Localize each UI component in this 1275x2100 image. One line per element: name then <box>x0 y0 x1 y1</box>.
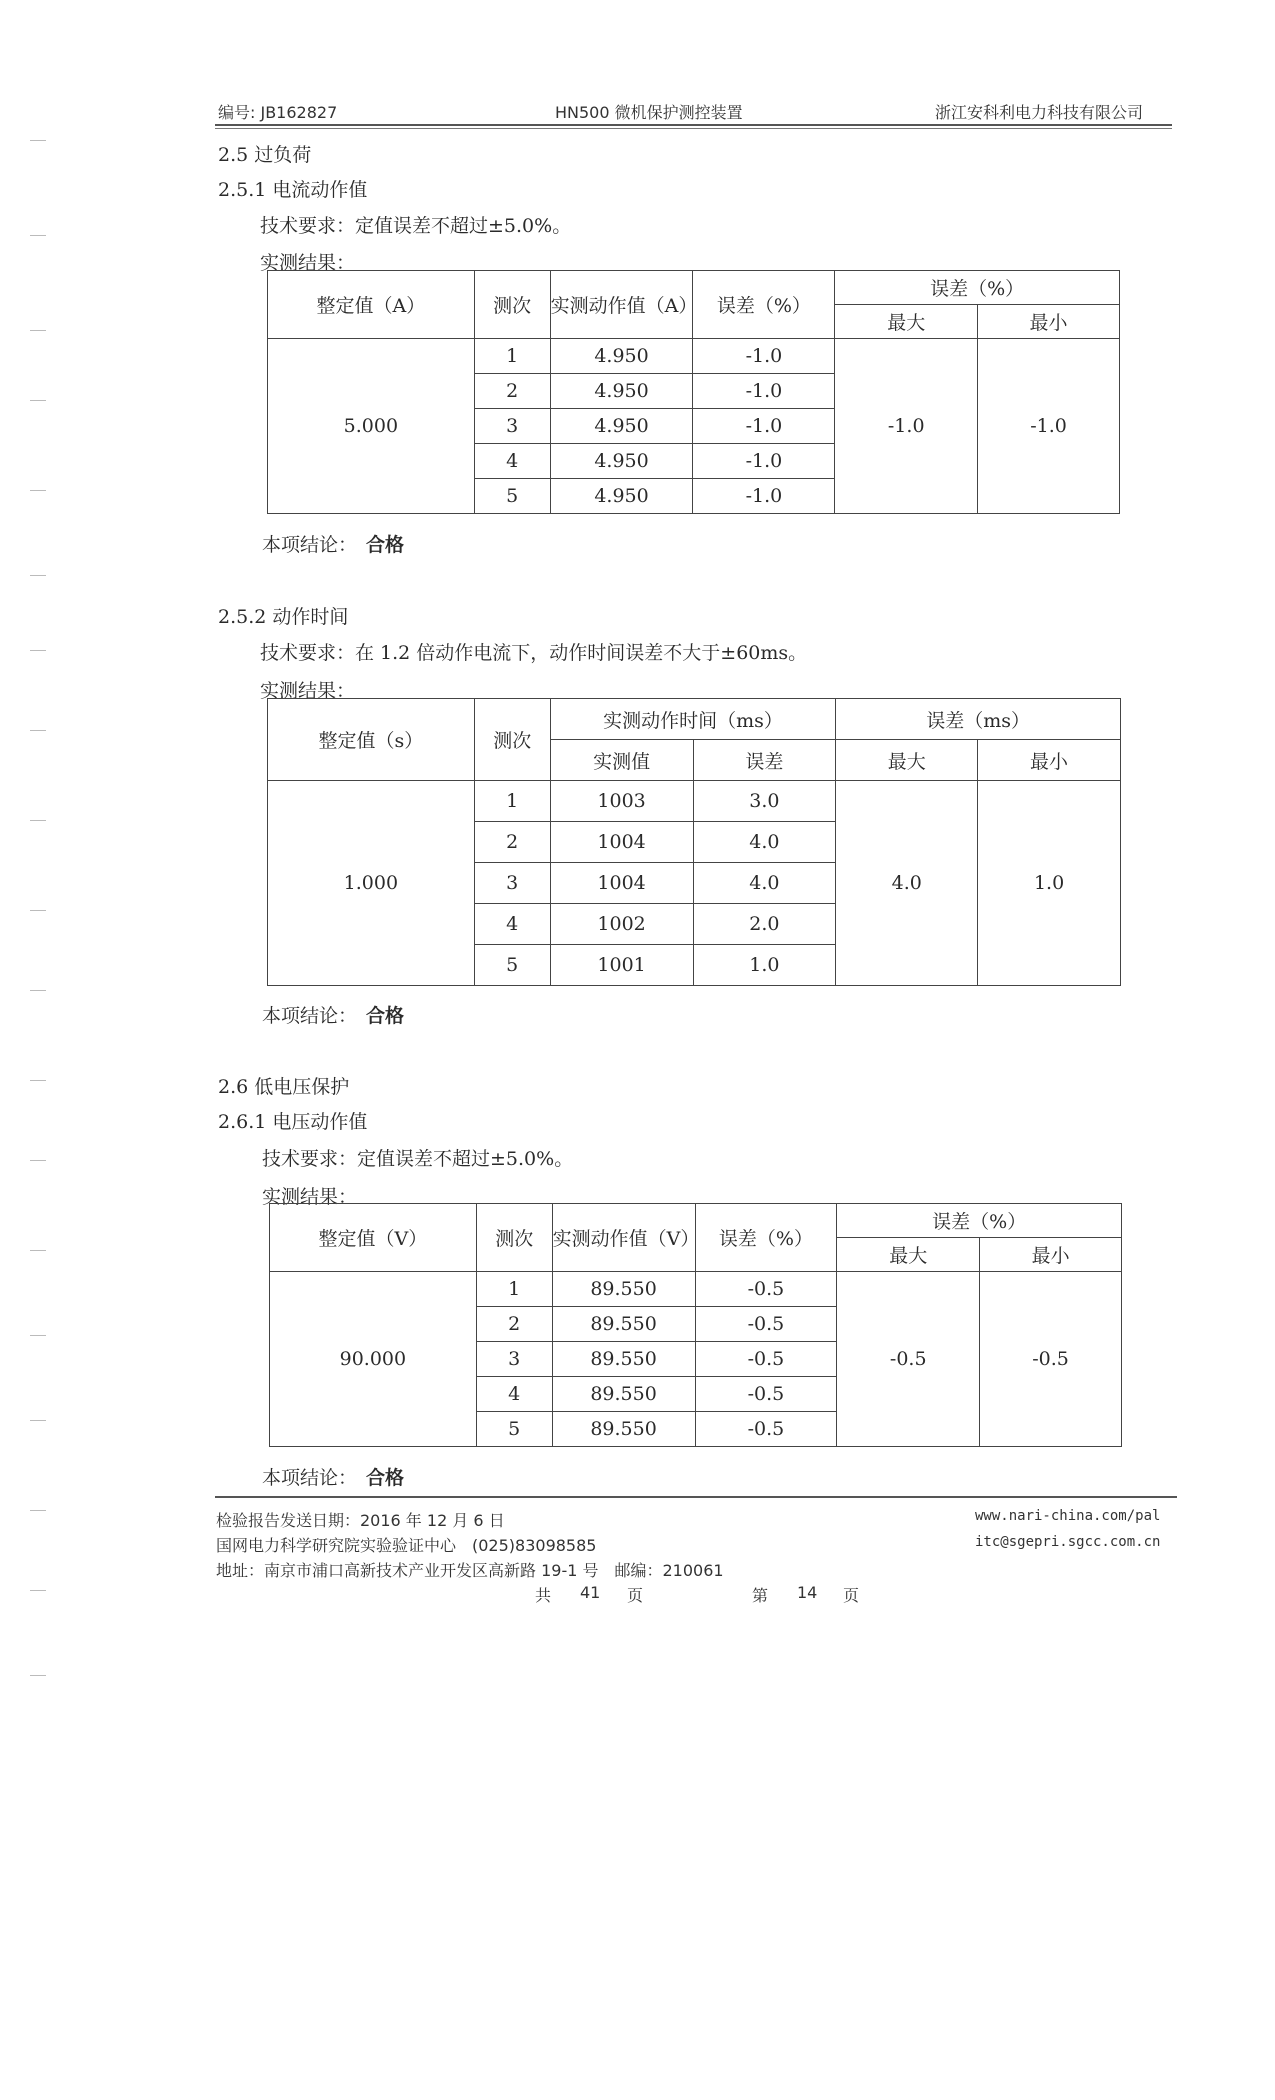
table-row <box>270 1272 1122 1307</box>
margin-mark <box>30 730 46 731</box>
error-cell: -0.5 <box>695 1377 837 1412</box>
min-error: -1.0 <box>978 339 1120 514</box>
current-test-table <box>267 270 1120 514</box>
error-cell: -1.0 <box>693 374 835 409</box>
section-title: 2.5 过负荷 <box>218 144 312 166</box>
header-max: 最大 <box>836 740 978 781</box>
doc-number: 编号: JB162827 <box>218 103 338 122</box>
margin-mark <box>30 820 46 821</box>
count-cell: 5 <box>474 479 550 514</box>
count-cell: 4 <box>474 904 550 945</box>
table-row <box>268 781 1121 822</box>
page-suffix: 页 <box>843 1586 860 1605</box>
header-setting: 整定值（A） <box>268 271 475 339</box>
margin-mark <box>30 575 46 576</box>
header-error: 误差（%） <box>693 271 835 339</box>
margin-mark <box>30 330 46 331</box>
min-error: 1.0 <box>978 781 1121 986</box>
margin-mark <box>30 235 46 236</box>
header-max: 最大 <box>835 305 978 339</box>
time-test-table <box>267 698 1121 986</box>
count-cell: 1 <box>476 1272 552 1307</box>
address: 地址：南京市浦口高新技术产业开发区高新路 19-1 号 邮编：210061 <box>216 1561 724 1580</box>
count-cell: 5 <box>476 1412 552 1447</box>
header-max: 最大 <box>837 1238 980 1272</box>
header-rule-thin <box>215 128 1172 129</box>
error-cell: -0.5 <box>695 1307 837 1342</box>
margin-mark <box>30 1420 46 1421</box>
error-cell: -0.5 <box>695 1342 837 1377</box>
header-setting: 整定值（s） <box>268 699 475 781</box>
conclusion-value: 合格 <box>366 1467 405 1489</box>
header-min: 最小 <box>978 740 1121 781</box>
header-measured: 实测动作值（V） <box>552 1204 695 1272</box>
header-error-group: 误差（%） <box>837 1204 1122 1238</box>
count-cell: 3 <box>474 863 550 904</box>
page-prefix: 第 <box>752 1586 769 1605</box>
count-cell: 5 <box>474 945 550 986</box>
conclusion-label: 本项结论： <box>262 1005 358 1027</box>
count-cell: 2 <box>474 822 550 863</box>
header-error: 误差（%） <box>695 1204 837 1272</box>
error-cell: -1.0 <box>693 479 835 514</box>
margin-mark <box>30 400 46 401</box>
margin-mark <box>30 1080 46 1081</box>
max-error: -0.5 <box>837 1272 980 1447</box>
technical-requirement: 技术要求：在 1.2 倍动作电流下，动作时间误差不大于±60ms。 <box>260 642 808 664</box>
website: www.nari-china.com/pal <box>975 1508 1161 1524</box>
margin-mark <box>30 650 46 651</box>
measured-cell: 4.950 <box>550 374 693 409</box>
measured-cell: 89.550 <box>552 1272 695 1307</box>
conclusion-value: 合格 <box>366 534 405 556</box>
count-cell: 3 <box>476 1342 552 1377</box>
subsection-title: 2.5.1 电流动作值 <box>218 179 368 201</box>
error-cell: 1.0 <box>693 945 836 986</box>
count-cell: 1 <box>474 339 550 374</box>
error-cell: -1.0 <box>693 339 835 374</box>
margin-mark <box>30 1160 46 1161</box>
measured-cell: 1001 <box>550 945 693 986</box>
margin-mark <box>30 990 46 991</box>
count-cell: 2 <box>474 374 550 409</box>
error-cell: 2.0 <box>693 904 836 945</box>
conclusion-label: 本项结论： <box>262 1467 358 1489</box>
subsection-title: 2.5.2 动作时间 <box>218 606 349 628</box>
voltage-test-table <box>269 1203 1122 1447</box>
header-error-group: 误差（%） <box>835 271 1120 305</box>
table-row <box>268 339 1120 374</box>
footer-rule <box>215 1496 1177 1498</box>
error-cell: 4.0 <box>693 822 836 863</box>
header-error: 误差 <box>693 740 836 781</box>
measured-cell: 1003 <box>550 781 693 822</box>
header-min: 最小 <box>978 305 1120 339</box>
setting-value: 5.000 <box>268 339 475 514</box>
header-count: 测次 <box>474 699 550 781</box>
technical-requirement: 技术要求：定值误差不超过±5.0%。 <box>262 1148 574 1170</box>
page-number: 14 <box>797 1583 818 1602</box>
results-label: 实测结果： <box>260 680 356 702</box>
header-measured: 实测动作值（A） <box>550 271 693 339</box>
institute-info: 国网电力科学研究院实验验证中心 (025)83098585 <box>216 1536 597 1555</box>
margin-mark <box>30 1250 46 1251</box>
total-pages: 41 <box>580 1583 601 1602</box>
max-error: 4.0 <box>836 781 978 986</box>
company-name: 浙江安科利电力科技有限公司 <box>935 103 1144 122</box>
count-cell: 3 <box>474 409 550 444</box>
measured-cell: 4.950 <box>550 479 693 514</box>
header-min: 最小 <box>980 1238 1122 1272</box>
measured-cell: 89.550 <box>552 1377 695 1412</box>
header-count: 测次 <box>476 1204 552 1272</box>
measured-cell: 1002 <box>550 904 693 945</box>
measured-cell: 89.550 <box>552 1412 695 1447</box>
measured-cell: 1004 <box>550 822 693 863</box>
subsection-title: 2.6.1 电压动作值 <box>218 1111 368 1133</box>
section-title: 2.6 低电压保护 <box>218 1076 350 1098</box>
measured-cell: 4.950 <box>550 339 693 374</box>
header-rule <box>215 124 1172 126</box>
count-cell: 4 <box>474 444 550 479</box>
header-measured-group: 实测动作时间（ms） <box>550 699 836 740</box>
total-pages-prefix: 共 <box>535 1586 552 1605</box>
max-error: -1.0 <box>835 339 978 514</box>
margin-mark <box>30 1335 46 1336</box>
header-setting: 整定值（V） <box>270 1204 477 1272</box>
count-cell: 2 <box>476 1307 552 1342</box>
error-cell: -1.0 <box>693 409 835 444</box>
header-error-group: 误差（ms） <box>836 699 1121 740</box>
measured-cell: 4.950 <box>550 444 693 479</box>
count-cell: 1 <box>474 781 550 822</box>
header-count: 测次 <box>474 271 550 339</box>
measured-cell: 89.550 <box>552 1307 695 1342</box>
margin-mark <box>30 1675 46 1676</box>
report-send-date: 检验报告发送日期：2016 年 12 月 6 日 <box>216 1511 505 1530</box>
measured-cell: 1004 <box>550 863 693 904</box>
margin-mark <box>30 1510 46 1511</box>
results-label: 实测结果： <box>260 252 356 274</box>
error-cell: -1.0 <box>693 444 835 479</box>
conclusion-label: 本项结论： <box>262 534 358 556</box>
count-cell: 4 <box>476 1377 552 1412</box>
setting-value: 1.000 <box>268 781 475 986</box>
error-cell: -0.5 <box>695 1412 837 1447</box>
setting-value: 90.000 <box>270 1272 477 1447</box>
email: itc@sgepri.sgcc.com.cn <box>975 1534 1161 1550</box>
margin-mark <box>30 910 46 911</box>
measured-cell: 89.550 <box>552 1342 695 1377</box>
header-value: 实测值 <box>550 740 693 781</box>
error-cell: 3.0 <box>693 781 836 822</box>
results-label: 实测结果： <box>262 1186 358 1208</box>
technical-requirement: 技术要求：定值误差不超过±5.0%。 <box>260 215 572 237</box>
margin-mark <box>30 490 46 491</box>
error-cell: 4.0 <box>693 863 836 904</box>
total-pages-suffix: 页 <box>627 1586 644 1605</box>
min-error: -0.5 <box>980 1272 1122 1447</box>
conclusion-value: 合格 <box>366 1005 405 1027</box>
measured-cell: 4.950 <box>550 409 693 444</box>
error-cell: -0.5 <box>695 1272 837 1307</box>
margin-mark <box>30 140 46 141</box>
margin-mark <box>30 1590 46 1591</box>
product-name: HN500 微机保护测控装置 <box>555 103 743 122</box>
